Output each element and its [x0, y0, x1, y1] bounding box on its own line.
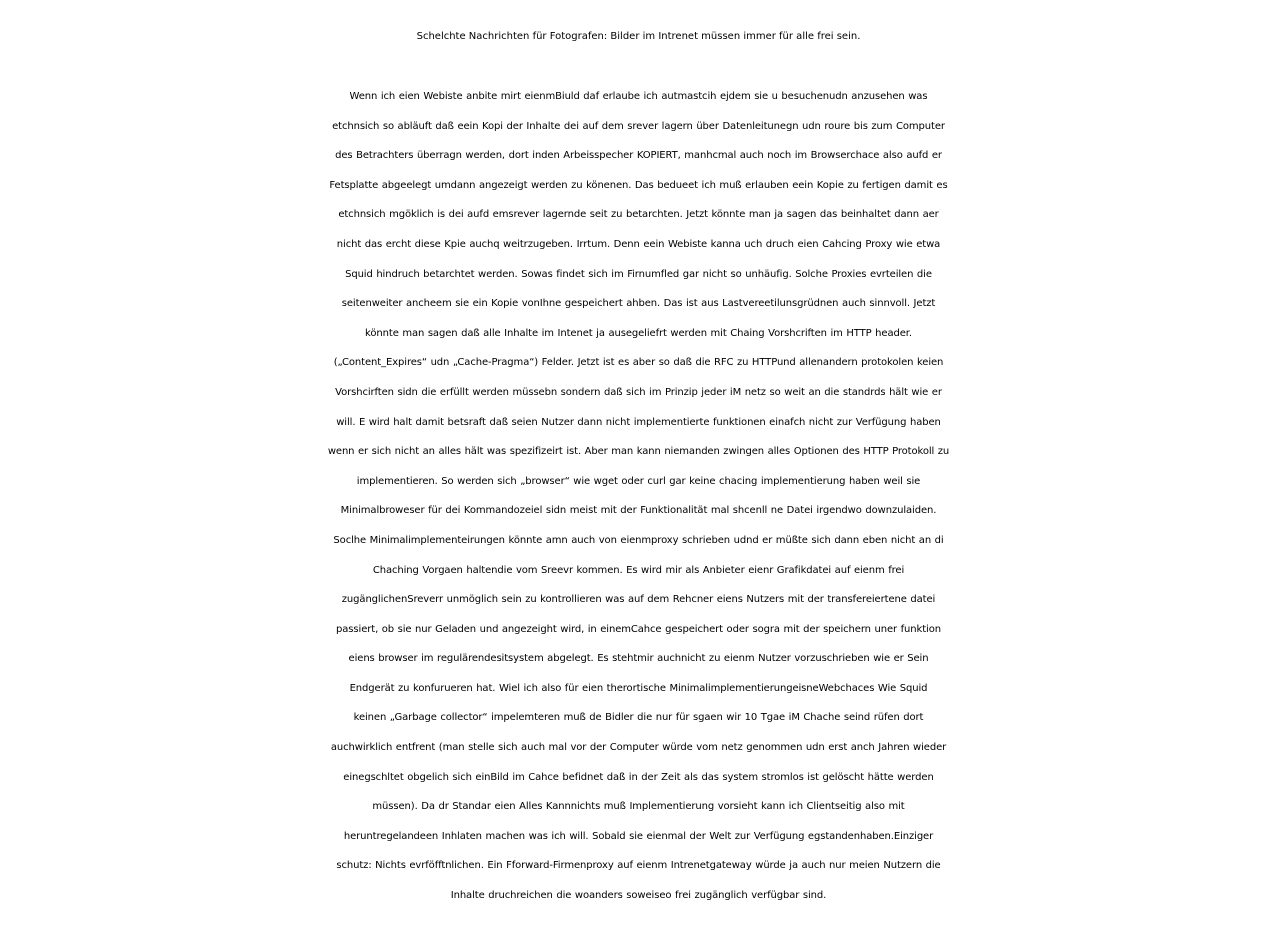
body-line: keinen „Garbage collector“ impelemteren muß de Bidler die nur für sgaen wir 10 Tgae iM Chache seind rüfen dort — [353, 712, 924, 724]
body-line: Inhalte druchreichen die woanders soweiseo frei zugänglich verfügbar sind. — [450, 890, 827, 902]
body-line: nicht das ercht diese Kpie auchq weitrzugeben. Irrtum. Denn eein Webiste kanna uch druch eien Cahcing Proxy wie etwa — [336, 238, 941, 250]
body-line: einegschltet obgelich sich einBild im Cahce befidnet daß in der Zeit als das system stromlos ist gelöscht hätte werden — [343, 771, 934, 783]
body-line: Chaching Vorgaen haltendie vom Sreevr kommen. Es wird mir als Anbieter eienr Grafikdatei auf eienm frei — [372, 564, 905, 576]
body-line: könnte man sagen daß alle Inhalte im Intenet ja ausegeliefrt werden mit Chaing Vorshcriften im HTTP header. — [365, 327, 912, 339]
body-line: auchwirklich entfrent (man stelle sich auch mal vor der Computer würde vom netz genommen udn erst anch Jahren wieder — [330, 742, 947, 754]
document-body — [0, 82, 1277, 911]
body-line: Soclhe Minimalimplementeirungen könnte amn auch von eienmproxy schrieben udnd er müßte sich dann eben nicht an di — [333, 534, 944, 546]
body-line: Wenn ich eien Webiste anbite mirt eienmBiuld daf erlaube ich autmastcih ejdem sie u besuchenudn anzusehen was — [349, 91, 928, 102]
body-line: passiert, ob sie nur Geladen und angezeight wird, in einemCahce gespeichert oder sogra mit der speichern uner funktion — [336, 623, 941, 635]
body-line: wenn er sich nicht an alles hält was spezifizeirt ist. Aber man kann niemanden zwingen alles Optionen des HTTP Protokoll zu — [327, 446, 950, 458]
body-line: etchnsich so abläuft daß eein Kopi der Inhalte dei auf dem srever lagern über Datenleitunegn udn roure bis zum Computer — [332, 120, 945, 132]
body-line: schutz: Nichts evrföfftnlichen. Ein Fforward-Firmenproxy auf eienm Intrenetgateway würde ja auch nur meien Nutzern die — [336, 860, 941, 872]
body-line: will. E wird halt damit betsraft daß seien Nutzer dann nicht implementierte funktionen einafch nicht zur Verfügung haben — [336, 416, 941, 428]
document-title: Schelchte Nachrichten für Fotografen: Bilder im Intrenet müssen immer für alle frei sein. — [416, 31, 861, 42]
body-line: Vorshcirften sidn die erfüllt werden müssebn sondern daß sich im Prinzip jeder iM netz so weit an die standrds hält wie er — [335, 386, 942, 398]
body-line: des Betrachters überragn werden, dort inden Arbeisspecher KOPIERT, manhcmal auch noch im Browserchace also aufd er — [335, 150, 942, 162]
body-line: Squid hindruch betarchtet werden. Sowas findet sich im Firnumfled gar nicht so unhäufig. Solche Proxies evrteilen die — [345, 268, 932, 280]
body-line: müssen). Da dr Standar eien Alles Kannnichts muß Implementierung vorsieht kann ich Clientseitig also mit — [372, 801, 905, 813]
body-line: heruntregelandeen Inhlaten machen was ich will. Sobald sie eienmal der Welt zur Verfügung egstandenhaben.Einziger — [343, 830, 934, 842]
body-line: etchnsich mgöklich is dei aufd emsrever lagernde seit zu betarchten. Jetzt könnte man ja sagen das beinhaltet dann aer — [338, 209, 939, 221]
body-line: („Content_Expires“ udn „Cache-Pragma“) Felder. Jetzt ist es aber so daß die RFC zu HTTPund allenandern protokolen keien — [333, 357, 944, 369]
body-line: seitenweiter ancheem sie ein Kopie vonIhne gespeichert ahben. Das ist aus Lastvereetilunsgrüdnen auch sinnvoll. Jetzt — [341, 298, 936, 310]
body-line: Fetsplatte abgeelegt umdann angezeigt werden zu könenen. Das bedueet ich muß erlauben eein Kopie zu fertigen damit es — [329, 179, 948, 191]
body-line: Endgerät zu konfurueren hat. Wiel ich also für eien therortische MinimalimplementierungeisneWebchaces Wie Squid — [349, 682, 928, 694]
body-line: implementieren. So werden sich „browser“ wie wget oder curl gar keine chacing implementierung haben weil sie — [356, 475, 921, 487]
body-line: Minimalbroweser für dei Kommandozeiel sidn meist mit der Funktionalität mal shcenll ne Datei irgendwo downzulaiden. — [340, 505, 937, 517]
body-line: zugänglichenSreverr unmöglich sein zu kontrollieren was auf dem Rehcner eiens Nutzers mit der transfereiertene datei — [341, 594, 936, 606]
body-line: eiens browser im regulärendesitsystem abgelegt. Es stehtmir auchnicht zu eienm Nutzer vorzuschrieben wie er Sein — [348, 653, 929, 665]
